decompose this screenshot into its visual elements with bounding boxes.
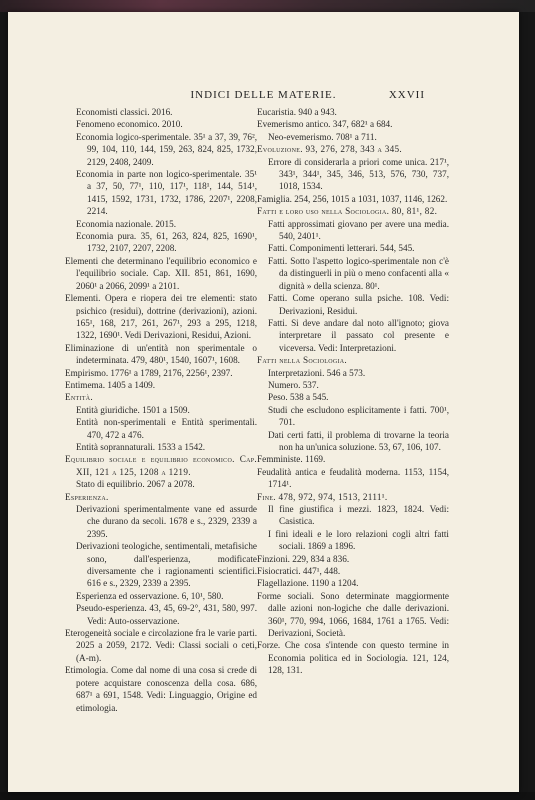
index-column-left [65, 106, 257, 714]
index-entry: Derivazioni sperimentalmente vane ed assurde che durano da secoli. 1678 e s., 2329, 2339 a 2395. [76, 504, 257, 539]
index-entry: Forze. Che cosa s'intende con questo termine in Economia politica ed in Sociologia. 121, 124, 128, 131. [257, 640, 449, 676]
index-entry: Pseudo-esperienza. 43, 45, 69-2°, 431, 580, 997. Vedi: Auto-osservazione. [76, 603, 257, 626]
index-entry: Entimema. 1405 a 1409. [65, 379, 156, 390]
index-entry: Flagellazione. 1190 a 1204. [257, 578, 359, 589]
index-entry: Fatti e loro uso nella Sociologia. 80, 81¹, 82. [257, 206, 438, 217]
index-entry: Economia nazionale. 2015. [76, 218, 177, 229]
index-entry: Numero. 537. [268, 379, 319, 390]
index-entry: I fini ideali e le loro relazioni cogli altri fatti sociali. 1869 a 1896. [268, 528, 449, 552]
index-column-right [257, 106, 449, 677]
index-entry: Il fine giustifica i mezzi. 1823, 1824. Vedi: Casistica. [268, 504, 449, 527]
index-entry: Equilibrio sociale e equilibrio economico. Cap. XII, 121 a 125, 1208 a 1219. [65, 454, 257, 477]
index-entry: Derivazioni teologiche, sentimentali, metafisiche sono, dall'esperienza, modificate diversamente che i ragionamenti scientifici. 616 e s., 2329, 2339 a 2395. [76, 541, 257, 589]
running-header-title: INDICI DELLE MATERIE. [190, 89, 337, 101]
index-entry: Fine. 478, 972, 974, 1513, 2111¹. [257, 491, 388, 502]
index-entry: Economia pura. 35, 61, 263, 824, 825, 1690¹, 1732, 2107, 2207, 2208. [76, 231, 257, 254]
index-entry: Empirismo. 1776¹ a 1789, 2176, 2256¹, 2397. [65, 367, 233, 378]
index-entry: Economia logico-sperimentale. 35¹ a 37, 39, 76², 99, 104, 110, 144, 159, 263, 824, 825, 1732, 2129, 2408, 2409. [76, 131, 257, 167]
index-entry: Feudalità antica e feudalità moderna. 1153, 1154, 1714¹. [257, 466, 449, 490]
index-entry: Eterogeneità sociale e circolazione fra le varie parti. 2025 a 2059, 2172. Vedi: Classi sociali o ceti, (A-m). [65, 628, 257, 663]
index-entry: Entità. [65, 392, 94, 403]
index-entry: Neo-evemerismo. 708¹ a 711. [268, 131, 377, 142]
scanner-frame-left [0, 12, 8, 792]
index-entry: Fatti. Componimenti letterari. 544, 545. [268, 243, 415, 254]
index-entry: Economisti classici. 2016. [76, 107, 173, 117]
index-entry: Femministe. 1169. [257, 454, 326, 465]
index-entry: Errore di considerarla a priori come unica. 217¹, 343¹, 344¹, 345, 346, 513, 576, 730, 737, 1018, 1534. [268, 156, 449, 192]
index-entry: Evoluzione. 93, 276, 278, 343 a 345. [257, 144, 402, 155]
index-entry: Interpretazioni. 546 a 573. [268, 367, 366, 378]
book-page [8, 12, 519, 792]
index-entry: Elementi. Opera e riopera dei tre elementi: stato psichico (residui), dottrine (derivazioni), azioni. 165¹, 168, 217, 261, 267¹, 293 a 295, 1218, 1322, 1690¹. Vedi Derivazioni, Residui, Azioni. [65, 293, 257, 341]
index-entry: Peso. 538 a 545. [268, 392, 329, 403]
index-entry: Studi che escludono esplicitamente i fatti. 700¹, 701. [268, 404, 449, 428]
index-entry: Forme sociali. Sono determinate maggiormente dalle azioni non-logiche che dalle derivazioni. 360¹, 770, 994, 1066, 1684, 1761 a 1765. Vedi: Derivazioni, Società. [257, 590, 449, 639]
index-entry: Entità non-sperimentali e Entità sperimentali. 470, 472 a 476. [76, 417, 257, 440]
index-entry: Entità giuridiche. 1501 a 1509. [76, 404, 190, 415]
index-entry: Esperienza ed osservazione. 6, 10¹, 580. [76, 590, 224, 601]
index-entry: Finzioni. 229, 834 a 836. [257, 553, 350, 564]
index-entry: Stato di equilibrio. 2067 a 2078. [76, 479, 195, 490]
scanner-frame-right [519, 12, 535, 792]
index-entry: Fatti approssimati giovano per avere una media. 540, 2401¹. [268, 218, 449, 242]
index-entry: Fatti. Come operano sulla psiche. 108. Vedi: Derivazioni, Residui. [268, 293, 449, 316]
index-entry: Fatti nella Sociologia. [257, 355, 347, 366]
index-entry: Fenomeno economico. 2010. [76, 119, 183, 130]
running-header [8, 89, 519, 105]
index-entry: Evemerismo antico. 347, 682¹ a 684. [257, 119, 393, 130]
index-entry: Economia in parte non logico-sperimentale. 35¹ a 37, 50, 77¹, 110, 117¹, 118¹, 144, 514¹, 1415, 1592, 1731, 1732, 1786, 2207¹, 2208, 2214. [76, 169, 257, 217]
index-entry: Esperienza. [65, 491, 109, 502]
page-number: XXVII [388, 89, 425, 101]
index-entry: Eliminazione di un'entità non sperimentale o indeterminata. 479, 480¹, 1540, 1607¹, 1608. [65, 342, 257, 366]
index-entry: Dati certi fatti, il problema di trovarne la teoria non ha un'unica soluzione. 53, 67, 106, 107. [268, 429, 449, 452]
index-entry: Eucaristia. 940 a 943. [257, 107, 337, 117]
index-entry: Etimologia. Come dal nome di una cosa si crede di potere acquistare conoscenza della cosa. 686, 687¹ a 691, 1548. Vedi: Linguaggio, Origine ed etimologia. [65, 665, 257, 713]
index-entry: Famiglia. 254, 256, 1015 a 1031, 1037, 1146, 1262. [257, 193, 448, 204]
index-entry: Fatti. Si deve andare dal noto all'ignoto; giova interpretare il passato col presente e viceversa. Vedi: Interpretazioni. [268, 317, 449, 353]
index-entry: Elementi che determinano l'equilibrio economico e l'equilibrio sociale. Cap. XII. 851, 861, 1690, 2060¹ a 2066, 2099¹ a 2101. [65, 255, 257, 291]
index-entry: Fatti. Sotto l'aspetto logico-sperimentale non c'è da distinguerli in più o meno confacenti alla « dignità » della scienza. 80¹. [268, 255, 449, 291]
index-entry: Entità soprannaturali. 1533 a 1542. [76, 441, 206, 452]
index-entry: Fisiocratici. 447¹, 448. [257, 566, 341, 577]
